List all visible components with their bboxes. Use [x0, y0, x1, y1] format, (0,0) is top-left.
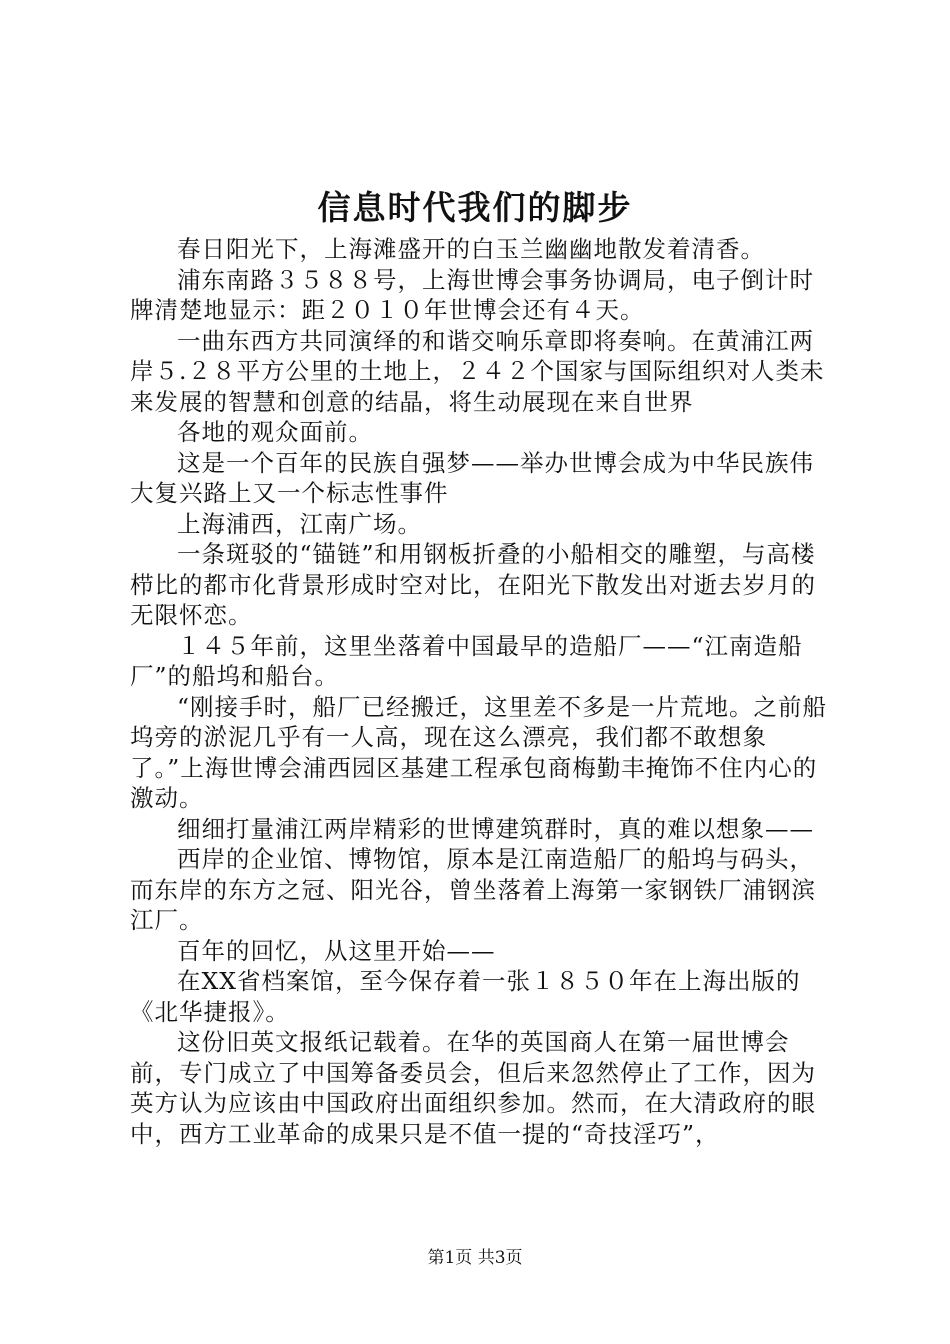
paragraph: 在XX省档案馆，至今保存着一张１８５０年在上海出版的《北华捷报》。	[130, 967, 801, 1026]
paragraph: 一条斑驳的“锚链”和用钢板折叠的小船相交的雕塑，与高楼栉比的都市化背景形成时空对比，在阳光下散发出对逝去岁月的无限怀恋。	[130, 540, 816, 629]
paragraph: 浦东南路３５８８号，上海世博会事务协调局，电子倒计时牌清楚地显示：距２０１０年世博会还有４天。	[130, 265, 814, 324]
paragraph: 春日阳光下，上海滩盛开的白玉兰幽幽地散发着清香。	[177, 235, 765, 263]
paragraph: 这是一个百年的民族自强梦——举办世博会成为中华民族伟大复兴路上又一个标志性事件	[130, 448, 814, 507]
paragraph: １４５年前，这里坐落着中国最早的造船厂——“江南造船厂”的船坞和船台。	[130, 631, 803, 690]
document-body	[130, 234, 830, 1149]
paragraph: “刚接手时，船厂已经搬迁，这里差不多是一片荒地。之前船坞旁的淤泥几乎有一人高，现在这么漂亮，我们都不敢想象了。”上海世博会浦西园区基建工程承包商梅勤丰掩饰不住内心的激动。	[130, 692, 828, 812]
page-number-footer: 第1页 共3页	[427, 1248, 523, 1268]
paragraph: 百年的回忆，从这里开始——	[177, 936, 496, 965]
paragraph: 上海浦西，江南广场。	[177, 509, 422, 538]
document-title: 信息时代我们的脚步	[317, 188, 633, 227]
paragraph: 各地的观众面前。	[177, 418, 373, 446]
paragraph: 一曲东西方共同演绎的和谐交响乐章即将奏响。在黄浦江两岸５.２８平方公里的土地上，２４２个国家与国际组织对人类未来发展的智慧和创意的结晶，将生动展现在来自世界	[130, 326, 825, 416]
paragraph: 这份旧英文报纸记载着。在华的英国商人在第一届世博会前，专门成立了中国筹备委员会，但后来忽然停止了工作，因为英方认为应该由中国政府出面组织参加。然而，在大清政府的眼中，西方工业革命的成果只是不值一提的“奇技淫巧”，	[130, 1028, 816, 1148]
paragraph: 细细打量浦江两岸精彩的世博建筑群时，真的难以想象——	[177, 814, 814, 843]
paragraph: 西岸的企业馆、博物馆，原本是江南造船厂的船坞与码头，而东岸的东方之冠、阳光谷，曾坐落着上海第一家钢铁厂浦钢滨江厂。	[130, 845, 816, 934]
